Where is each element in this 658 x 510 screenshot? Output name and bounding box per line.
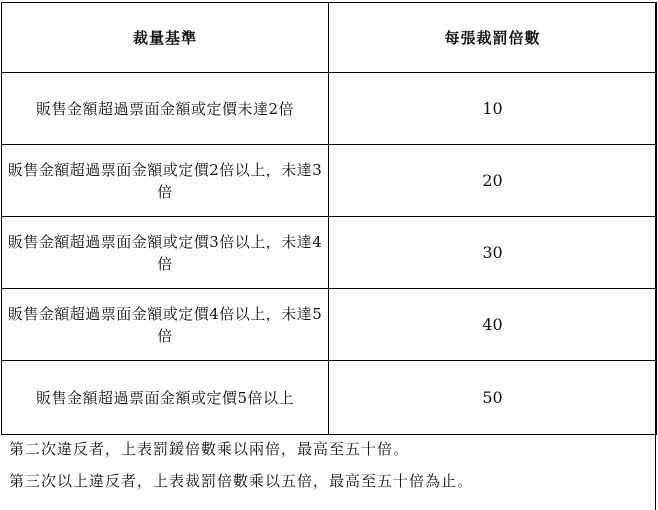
right-border-line (655, 2, 656, 510)
criterion-cell: 販售金額超過票面金額或定價3倍以上，未達4倍 (2, 217, 329, 289)
multiplier-cell: 10 (329, 73, 657, 145)
table-row (2, 145, 657, 217)
table-row (2, 361, 657, 435)
criterion-cell: 販售金額超過票面金額或定價未達2倍 (2, 73, 329, 145)
table-header-row (2, 3, 657, 73)
table-row (2, 289, 657, 361)
multiplier-cell: 40 (329, 289, 657, 361)
table-row (2, 73, 657, 145)
header-multiplier: 每張裁罰倍數 (329, 3, 657, 73)
header-criterion: 裁量基準 (2, 3, 329, 73)
table-row (2, 217, 657, 289)
multiplier-cell: 20 (329, 145, 657, 217)
notes-section (9, 438, 649, 502)
penalty-table (1, 2, 657, 435)
multiplier-cell: 50 (329, 361, 657, 435)
criterion-cell: 販售金額超過票面金額或定價4倍以上，未達5倍 (2, 289, 329, 361)
note-second-offense: 第二次違反者，上表罰鍰倍數乘以兩倍，最高至五十倍。 (9, 440, 410, 458)
criterion-cell: 販售金額超過票面金額或定價5倍以上 (2, 361, 329, 435)
criterion-cell: 販售金額超過票面金額或定價2倍以上，未達3倍 (2, 145, 329, 217)
note-third-offense: 第三次以上違反者，上表裁罰倍數乘以五倍，最高至五十倍為止。 (9, 472, 474, 490)
multiplier-cell: 30 (329, 217, 657, 289)
